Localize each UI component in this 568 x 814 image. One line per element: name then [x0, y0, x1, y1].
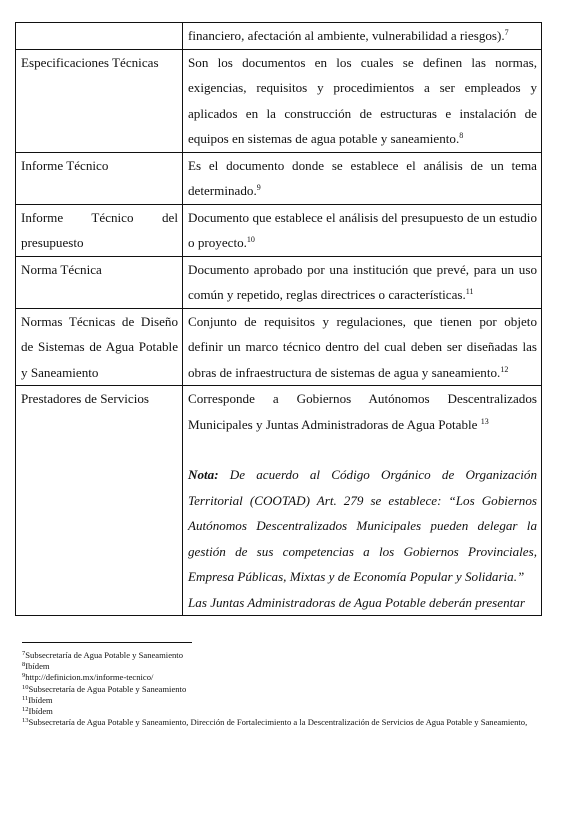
footnote-ref: 9: [256, 183, 261, 192]
footnotes: [22, 650, 542, 728]
definition-cell: [183, 386, 542, 616]
note-text: De acuerdo al Código Orgánico de Organización Territorial (COOTAD) Art. 279 se establece: “Los Gobiernos Autónomos Descentralizados Municipales pueden delegar la gestión de sus competencias a los Gobiernos Provinciales, Empresa Públicas, Mixtas y de Economía Popular y Solidaria.”: [188, 467, 537, 584]
term-cell: Informe Técnico del presupuesto: [16, 204, 183, 256]
footnote-number: 9: [22, 672, 26, 680]
term-cell: Informe Técnico: [16, 152, 183, 204]
definition-text: financiero, afectación al ambiente, vulnerabilidad a riesgos).: [188, 28, 505, 43]
definition-text: Es el documento donde se establece el análisis de un tema determinado.: [188, 157, 537, 198]
definition-text: Conjunto de requisitos y regulaciones, que tienen por objeto definir un marco técnico dentro del cual deben ser diseñadas las obras de infraestructura de sistemas de agua y saneamiento.: [188, 313, 537, 380]
footnote-text: Subsecretaría de Agua Potable y Saneamiento: [28, 683, 187, 694]
footnote-ref: 12: [500, 364, 509, 374]
note-continued: Las Juntas Administradoras de Agua Potable deberán presentar: [188, 594, 525, 610]
definition-paragraph: [188, 386, 537, 437]
paragraph-spacer: [188, 437, 537, 462]
footnote: [22, 650, 542, 661]
definition-cell: [183, 23, 542, 50]
footnote-ref: 13: [480, 416, 489, 426]
definition-cell: [183, 152, 542, 204]
footnote-text: Subsecretaría de Agua Potable y Saneamiento: [25, 650, 183, 660]
footnote-separator: [22, 642, 192, 643]
footnote-text: Ibídem: [28, 706, 53, 717]
table-row: [16, 23, 542, 50]
term-cell: Especificaciones Técnicas: [16, 49, 183, 152]
footnote-link[interactable]: http://definicion.mx/informe-tecnico/: [25, 672, 154, 683]
definition-text: Corresponde a Gobiernos Autónomos Descentralizados Municipales y Juntas Administradoras de Agua Potable: [188, 391, 537, 432]
definition-cell: [183, 49, 542, 152]
footnote: [22, 695, 542, 706]
footnote: [22, 706, 542, 717]
footnote-number: 8: [22, 661, 26, 669]
footnote-number: 10: [22, 683, 29, 691]
footnote-text: Ibídem: [28, 694, 53, 705]
footnote-ref: 11: [465, 287, 474, 296]
table-row: [16, 49, 542, 152]
term-cell: Norma Técnica: [16, 256, 183, 308]
table-row: [16, 204, 542, 256]
footnote-number: 7: [22, 650, 26, 657]
footnote-ref: 8: [459, 131, 464, 140]
table-row: [16, 256, 542, 308]
footnote-text: Subsecretaría de Agua Potable y Saneamiento, Dirección de Fortalecimiento a la Descentralización de Servicios de Agua Potable y Saneamiento,: [28, 717, 528, 728]
term-cell: [16, 23, 183, 50]
note-paragraph: [188, 462, 537, 590]
footnote: [22, 672, 542, 683]
term-cell: Normas Técnicas de Diseño de Sistemas de Agua Potable y Saneamiento: [16, 308, 183, 386]
table-row: [16, 386, 542, 616]
footnote-number: 11: [22, 694, 29, 702]
table-row: [16, 152, 542, 204]
definition-cell: [183, 204, 542, 256]
definition-text: Documento aprobado por una institución que prevé, para un uso común y repetido, reglas directrices o características.: [188, 261, 537, 302]
definition-cell: [183, 308, 542, 386]
footnote-ref: 10: [246, 235, 255, 244]
definition-text: Son los documentos en los cuales se definen las normas, exigencias, requisitos y procedimientos a ser empleados y aplicados en la construcción de estructuras e instalación de equipos en sistemas de agua potable y saneamiento.: [188, 54, 537, 146]
definitions-table: [15, 22, 542, 616]
table-row: [16, 308, 542, 386]
term-cell: Prestadores de Servicios: [16, 386, 183, 616]
note-label: Nota:: [188, 467, 219, 482]
footnote-number: 12: [22, 706, 29, 714]
footnote: [22, 661, 542, 672]
footnote: [22, 684, 542, 695]
footnote-ref: 7: [504, 28, 509, 37]
footnote-number: 13: [22, 717, 29, 725]
definition-text: Documento que establece el análisis del presupuesto de un estudio o proyecto.: [188, 209, 537, 250]
footnote: [22, 717, 542, 728]
definition-cell: [183, 256, 542, 308]
footnote-text: Ibídem: [25, 661, 50, 672]
